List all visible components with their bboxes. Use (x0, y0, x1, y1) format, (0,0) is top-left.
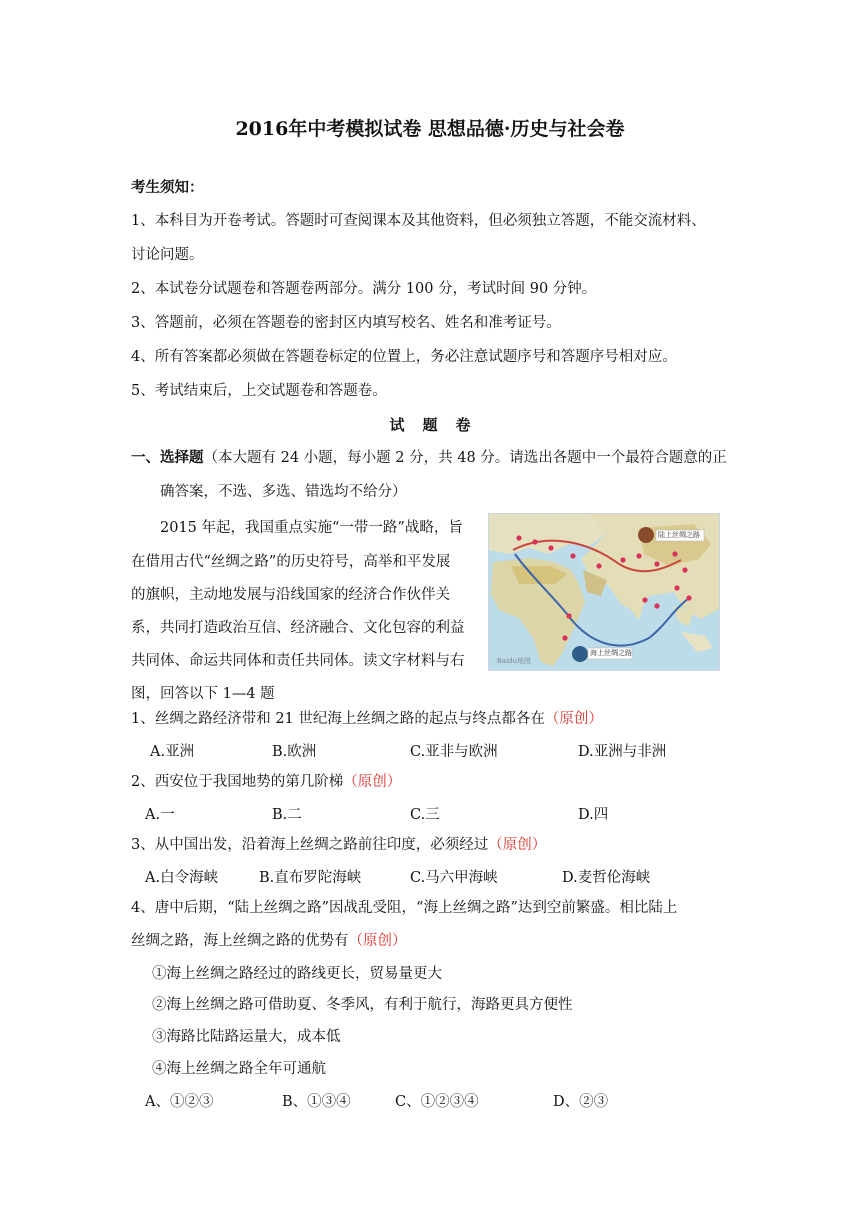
notice-item: 1、本科目为开卷考试。答题时可查阅课本及其他资料，但必须独立答题，不能交流材料、 (131, 213, 706, 229)
passage-line: 共同体、命运共同体和责任共同体。读文字材料与右 (131, 653, 465, 669)
page-title: 2016年中考模拟试卷 思想品德·历史与社会卷 (235, 118, 625, 140)
question-2-stem (131, 772, 401, 792)
question-3-option-a: A.白令海峡 (145, 870, 219, 886)
question-4-statement: ②海上丝绸之路可借助夏、冬季风，有利于航行，海路更具方便性 (152, 997, 573, 1013)
question-4-statement: ①海上丝绸之路经过的路线更长，贸易量更大 (152, 966, 442, 982)
map-label-sea: 海上丝绸之路 (590, 649, 632, 657)
question-4-stem: 4、唐中后期，“陆上丝绸之路”因战乱受阻，“海上丝绸之路”达到空前繁盛。相比陆上 (131, 900, 678, 916)
part1-label: 一、选择题 (131, 449, 204, 466)
original-tag: （原创） (488, 837, 547, 853)
question-1-option-c: C.亚非与欧洲 (410, 744, 498, 760)
part1-header (131, 448, 727, 468)
passage-line: 图，回答以下 1—4 题 (131, 686, 275, 702)
question-3-stem (131, 835, 546, 855)
original-tag: （原创） (544, 711, 603, 727)
section-title: 试题卷 (389, 416, 489, 434)
question-1-stem (131, 709, 603, 729)
question-1-text: 1、丝绸之路经济带和 21 世纪海上丝绸之路的起点与终点都各在 (131, 711, 545, 727)
question-1-option-d: D.亚洲与非洲 (578, 744, 667, 760)
part1-desc-cont: 确答案，不选、多选、错选均不给分） (160, 484, 407, 500)
question-4-stem-cont (131, 931, 407, 951)
question-2-option-b: B.二 (272, 807, 302, 823)
passage-line: 在借用古代“丝绸之路”的历史符号，高举和平发展 (131, 554, 451, 570)
question-2-option-a: A.一 (145, 807, 175, 823)
question-1-option-a: A.亚洲 (150, 744, 195, 760)
question-4-option-d: D、②③ (553, 1094, 609, 1110)
question-4-option-c: C、①②③④ (395, 1094, 479, 1110)
question-4-option-a: A、①②③ (145, 1094, 214, 1110)
question-4-option-b: B、①③④ (282, 1094, 351, 1110)
question-2-option-c: C.三 (410, 807, 440, 823)
map-watermark: Baidu地图 (497, 657, 531, 665)
original-tag: （原创） (343, 774, 402, 790)
notice-item: 讨论问题。 (131, 247, 204, 263)
notice-item: 2、本试卷分试题卷和答题卷两部分。满分 100 分，考试时间 90 分钟。 (131, 281, 597, 297)
question-3-option-d: D.麦哲伦海峡 (562, 870, 651, 886)
question-2-option-d: D.四 (578, 807, 609, 823)
notice-heading: 考生须知： (131, 179, 204, 196)
question-4-statement: ④海上丝绸之路全年可通航 (152, 1061, 326, 1077)
question-3-option-b: B.直布罗陀海峡 (259, 870, 362, 886)
silk-road-map (488, 513, 720, 671)
question-3-text: 3、从中国出发，沿着海上丝绸之路前往印度，必须经过 (131, 837, 489, 853)
part1-desc: （本大题有 24 小题，每小题 2 分，共 48 分。请选出各题中一个最符合题意的正 (203, 450, 727, 466)
map-label-land: 陆上丝绸之路 (658, 531, 700, 539)
question-2-text: 2、西安位于我国地势的第几阶梯 (131, 774, 344, 790)
original-tag: （原创） (348, 933, 407, 949)
question-4-statement: ③海路比陆路运量大，成本低 (152, 1029, 341, 1045)
passage-line: 2015 年起，我国重点实施“一带一路”战略，旨 (160, 520, 463, 536)
notice-item: 3、答题前，必须在答题卷的密封区内填写校名、姓名和准考证号。 (131, 315, 561, 331)
question-1-option-b: B.欧洲 (272, 744, 317, 760)
notice-item: 4、所有答案都必须做在答题卷标定的位置上，务必注意试题序号和答题序号相对应。 (131, 349, 677, 365)
notice-item: 5、考试结束后，上交试题卷和答题卷。 (131, 383, 387, 399)
passage-line: 系，共同打造政治互信、经济融合、文化包容的利益 (131, 620, 465, 636)
passage-line: 的旗帜，主动地发展与沿线国家的经济合作伙伴关 (131, 587, 450, 603)
question-4-text: 丝绸之路，海上丝绸之路的优势有 (131, 933, 349, 949)
question-3-option-c: C.马六甲海峡 (410, 870, 498, 886)
